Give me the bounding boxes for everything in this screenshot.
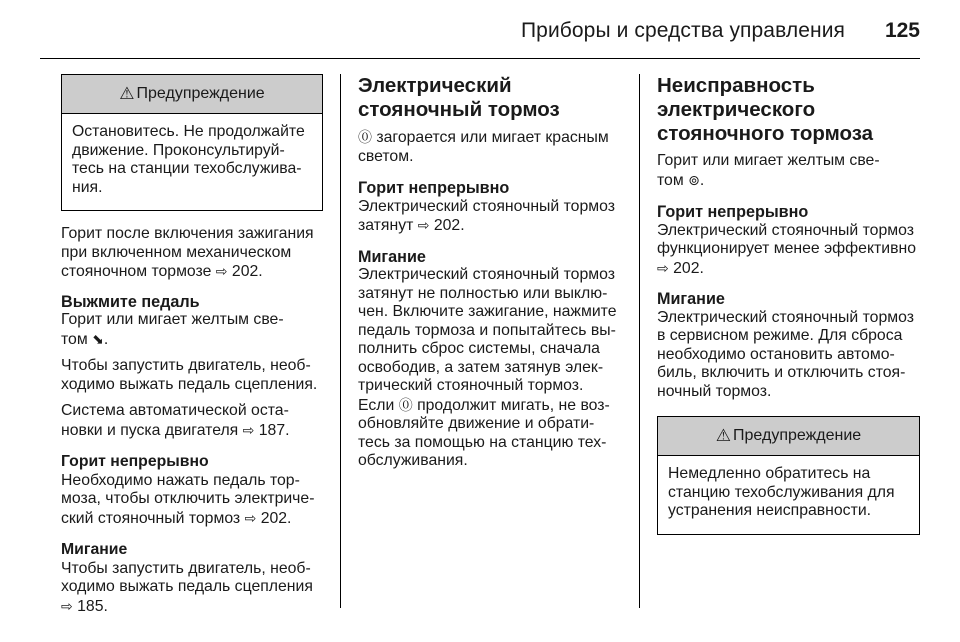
text-line: полнить сброс системы, сначала: [358, 340, 600, 357]
page-reference[interactable]: 202.: [433, 217, 465, 234]
brake-malfunction-icon: ⊚: [688, 171, 700, 188]
page-reference[interactable]: 187.: [258, 421, 290, 439]
section-title: [657, 74, 920, 146]
page-number: 125: [884, 19, 920, 42]
warning-header: [658, 417, 919, 456]
steady-section: [61, 453, 323, 528]
reference-arrow-icon: ⇨: [215, 263, 228, 279]
warning-body: [658, 456, 919, 534]
page-reference[interactable]: 185.: [77, 597, 108, 615]
text-line: трический стояночный тормоз.: [358, 377, 584, 394]
text-line: Электрический стояночный тормоз: [358, 266, 615, 283]
text-line: педаль тормоза и попытайтесь вы-: [358, 321, 616, 339]
warning-title: Предупреждение: [136, 84, 265, 102]
text-line: Горит после включения зажигания: [61, 225, 314, 242]
warning-box: [657, 416, 920, 535]
warning-line: ния.: [72, 178, 103, 196]
text-line: моза, чтобы отключить электриче-: [61, 490, 315, 507]
text-line: Электрический стояночный тормоз: [657, 221, 914, 239]
text-fragment: стояночном тормозе: [61, 263, 212, 280]
section-heading: Горит непрерывно: [657, 203, 809, 221]
text-line: ходимо выжать педаль сцепления.: [61, 375, 318, 393]
text-fragment: том: [657, 171, 684, 189]
press-pedal-section: [61, 293, 323, 350]
text-line: чен. Включите зажигание, нажмите: [358, 303, 617, 320]
reference-arrow-icon: ⇨: [244, 509, 257, 526]
text-line: Система автоматической оста-: [61, 402, 289, 419]
warning-line: Остановитесь. Не продолжайте: [72, 123, 305, 140]
text-line: Необходимо нажать педаль тор-: [61, 471, 300, 489]
text-line: светом.: [358, 147, 414, 165]
text-fragment: затянут: [358, 217, 414, 234]
section-heading: Выжмите педаль: [61, 292, 200, 311]
text-line: [61, 262, 323, 282]
text-line: в сервисном режиме. Для сброса: [657, 327, 903, 344]
section-heading: Мигание: [657, 290, 725, 308]
text-line: Чтобы запустить двигатель, необ-: [61, 559, 311, 577]
text-line: [61, 421, 323, 441]
text-line: функционирует менее эффективно: [657, 240, 916, 257]
section-heading: Мигание: [358, 247, 426, 266]
start-paragraph: [61, 357, 323, 394]
text-line: Электрический стояночный тормоз: [657, 308, 914, 326]
text-line: Горит или мигает желтым све-: [657, 152, 880, 169]
parking-brake-icon: ⓪: [398, 396, 413, 413]
title-line: Неисправность: [657, 74, 815, 97]
warning-line: станцию техобслуживания для: [668, 483, 895, 501]
text-line: [61, 597, 323, 617]
text-line: Чтобы запустить двигатель, необ-: [61, 357, 311, 374]
flash-section: [358, 248, 626, 471]
section-heading: Горит непрерывно: [61, 453, 209, 470]
section-title: [358, 74, 626, 122]
flash-section: [657, 290, 920, 401]
header-divider: [40, 58, 920, 59]
warning-box: [61, 74, 323, 211]
warning-triangle-icon: ⚠: [715, 425, 732, 445]
section-title: Приборы и средства управления: [520, 19, 845, 42]
text-line: биль, включить и отключить стоя-: [657, 364, 906, 381]
page-header: [0, 0, 960, 62]
text-line: Горит или мигает желтым све-: [61, 311, 284, 328]
text-line: [61, 509, 323, 529]
warning-line: тесь на станции техобслужива-: [72, 160, 302, 177]
text-line: ночный тормоз.: [657, 382, 772, 400]
title-line: Электрический: [358, 74, 512, 97]
intro-paragraph: [61, 225, 323, 282]
warning-triangle-icon: ⚠: [119, 83, 135, 103]
reference-arrow-icon: ⇨: [657, 259, 669, 276]
clutch-pedal-icon: ⬊: [92, 330, 104, 347]
text-line: обновляйте движение и обрати-: [358, 415, 595, 432]
text-fragment: ский стояночный тормоз: [61, 509, 241, 527]
text-line: [358, 216, 626, 236]
column-divider: [639, 74, 640, 608]
warning-body: [62, 114, 322, 210]
text-line: необходимо остановить автомо-: [657, 345, 895, 363]
page-reference[interactable]: 202.: [260, 509, 292, 527]
column-3: [657, 74, 920, 535]
text-line: затянут не полностью или выклю-: [358, 284, 608, 302]
title-line: стояночного тормоза: [657, 122, 874, 145]
warning-line: устранения неисправности.: [668, 502, 872, 519]
text-fragment: продолжит мигать, не воз-: [417, 396, 610, 414]
text-line: том ⊚.: [657, 171, 705, 189]
column-2: [358, 74, 626, 471]
warning-header: [62, 75, 322, 114]
text-line: при включенном механическом: [61, 243, 292, 261]
text-line: [657, 259, 920, 279]
text-line: Электрический стояночный тормоз: [358, 197, 615, 215]
section-heading: Горит непрерывно: [358, 179, 510, 197]
text-fragment: Если: [358, 396, 395, 414]
text-line: [358, 128, 626, 148]
section-heading: Мигание: [61, 541, 128, 558]
text-line: ходимо выжать педаль сцепления: [61, 578, 313, 595]
flash-section: [61, 541, 323, 616]
parking-brake-icon: ⓪: [358, 129, 372, 145]
column-1: [61, 74, 323, 616]
text-fragment: загорается или мигает красным: [376, 129, 609, 146]
warning-title: Предупреждение: [733, 426, 862, 444]
intro-paragraph: [358, 128, 626, 166]
title-line: электрического: [657, 98, 816, 121]
autostop-paragraph: [61, 402, 323, 440]
steady-section: [358, 179, 626, 236]
warning-line: движение. Проконсультируй-: [72, 141, 285, 159]
text-fragment: новки и пуска двигателя: [61, 421, 239, 439]
title-line: стояночный тормоз: [358, 98, 560, 121]
text-line: освободив, а затем затянув элек-: [358, 358, 604, 376]
reference-arrow-icon: ⇨: [242, 421, 255, 438]
text-line: обслуживания.: [358, 452, 468, 469]
text-fragment: том: [61, 330, 88, 348]
reference-arrow-icon: ⇨: [417, 217, 430, 233]
page-reference[interactable]: 202.: [673, 259, 704, 277]
text-line: [358, 396, 626, 416]
page-reference[interactable]: 202.: [231, 263, 263, 280]
intro-paragraph: [657, 152, 920, 190]
steady-section: [657, 203, 920, 278]
reference-arrow-icon: ⇨: [61, 597, 73, 614]
warning-line: Немедленно обратитесь на: [668, 465, 871, 482]
text-line: том ⬊.: [61, 330, 109, 348]
text-line: тесь за помощью на станцию тех-: [358, 433, 607, 451]
column-divider: [340, 74, 341, 608]
